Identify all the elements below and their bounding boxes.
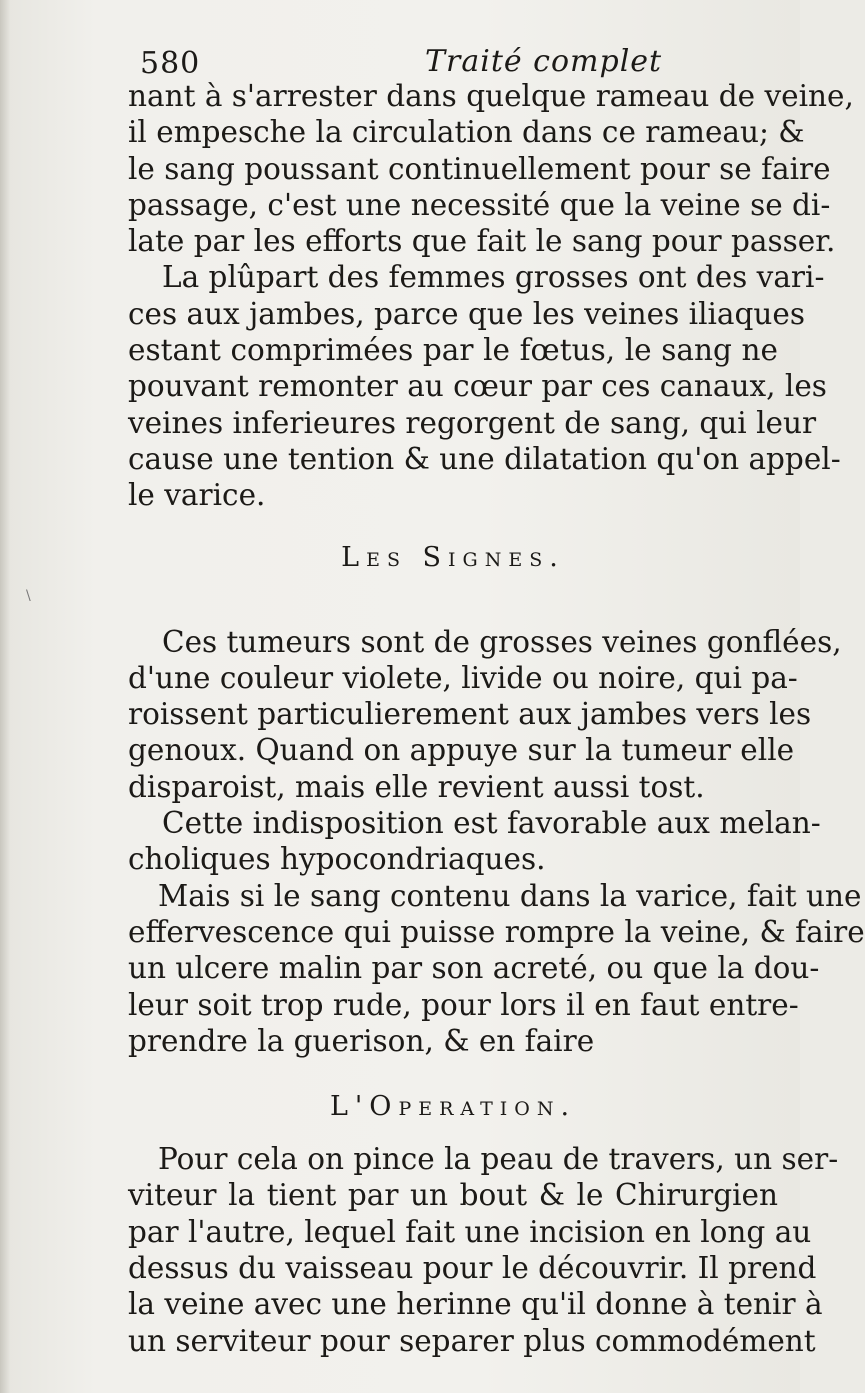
page-number: 580: [140, 46, 201, 81]
margin-mark: \: [26, 588, 31, 604]
text-line: le sang poussant continuellement pour se faire: [128, 151, 831, 186]
text-line: il empesche la circulation dans ce rameau; &: [128, 115, 805, 150]
running-title: Traité complet: [425, 44, 663, 79]
paragraph-group-2: [128, 624, 865, 1060]
text-line: La plûpart des femmes grosses ont des vari-: [162, 260, 825, 295]
text-line: late par les efforts que fait le sang pour passer.: [128, 224, 836, 259]
paragraph-group-1: [128, 78, 854, 514]
text-line: estant comprimées par le fœtus, le sang ne: [128, 333, 778, 368]
text-line: un ulcere malin par son acreté, ou que la dou-: [128, 951, 820, 986]
text-line: Ces tumeurs sont de grosses veines gonflées,: [162, 624, 842, 659]
text-line: pouvant remonter au cœur par ces canaux, les: [128, 369, 827, 404]
text-line: d'une couleur violete, livide ou noire, qui pa-: [128, 660, 798, 695]
text-line: cause une tention & une dilatation qu'on appel-: [128, 441, 841, 476]
text-line: veines inferieures regorgent de sang, qui leur: [128, 405, 817, 440]
text-line: passage, c'est une necessité que la veine se di-: [128, 187, 831, 222]
text-line: nant à s'arrester dans quelque rameau de veine,: [128, 79, 854, 113]
text-line: Pour cela on pince la peau de travers, un ser-: [158, 1142, 839, 1177]
text-line: dessus du vaisseau pour le découvrir. Il prend: [128, 1251, 817, 1286]
page-spine-shadow: [0, 0, 10, 1393]
text-line: effervescence qui puisse rompre la veine, & faire: [128, 914, 865, 949]
text-line: choliques hypocondriaques.: [128, 842, 546, 877]
text-line: par l'autre, lequel fait une incision en long au: [128, 1214, 812, 1249]
text-line: Mais si le sang contenu dans la varice, fait une: [158, 878, 862, 913]
text-line: le varice.: [128, 478, 266, 513]
text-line: prendre la guerison, & en faire: [128, 1023, 595, 1058]
text-line: disparoist, mais elle revient aussi tost.: [128, 769, 705, 804]
text-line: ces aux jambes, parce que les veines iliaques: [128, 296, 806, 331]
text-line: un serviteur pour separer plus commodément: [128, 1323, 816, 1358]
text-line: viteur la tient par un bout & le Chirurgien: [128, 1178, 778, 1213]
text-line: la veine avec une herinne qu'il donne à tenir à: [128, 1287, 823, 1322]
text-line: roissent particulierement aux jambes vers les: [128, 697, 812, 732]
body-text: [128, 78, 865, 1359]
text-line: Cette indisposition est favorable aux melan-: [162, 806, 821, 841]
paragraph-group-3: [128, 1141, 839, 1359]
section-heading-signes: Les Signes.: [341, 541, 565, 573]
text-line: leur soit trop rude, pour lors il en faut entre-: [128, 987, 799, 1022]
text-line: genoux. Quand on appuye sur la tumeur elle: [128, 733, 795, 768]
section-heading-operation: L'Operation.: [329, 1091, 577, 1123]
